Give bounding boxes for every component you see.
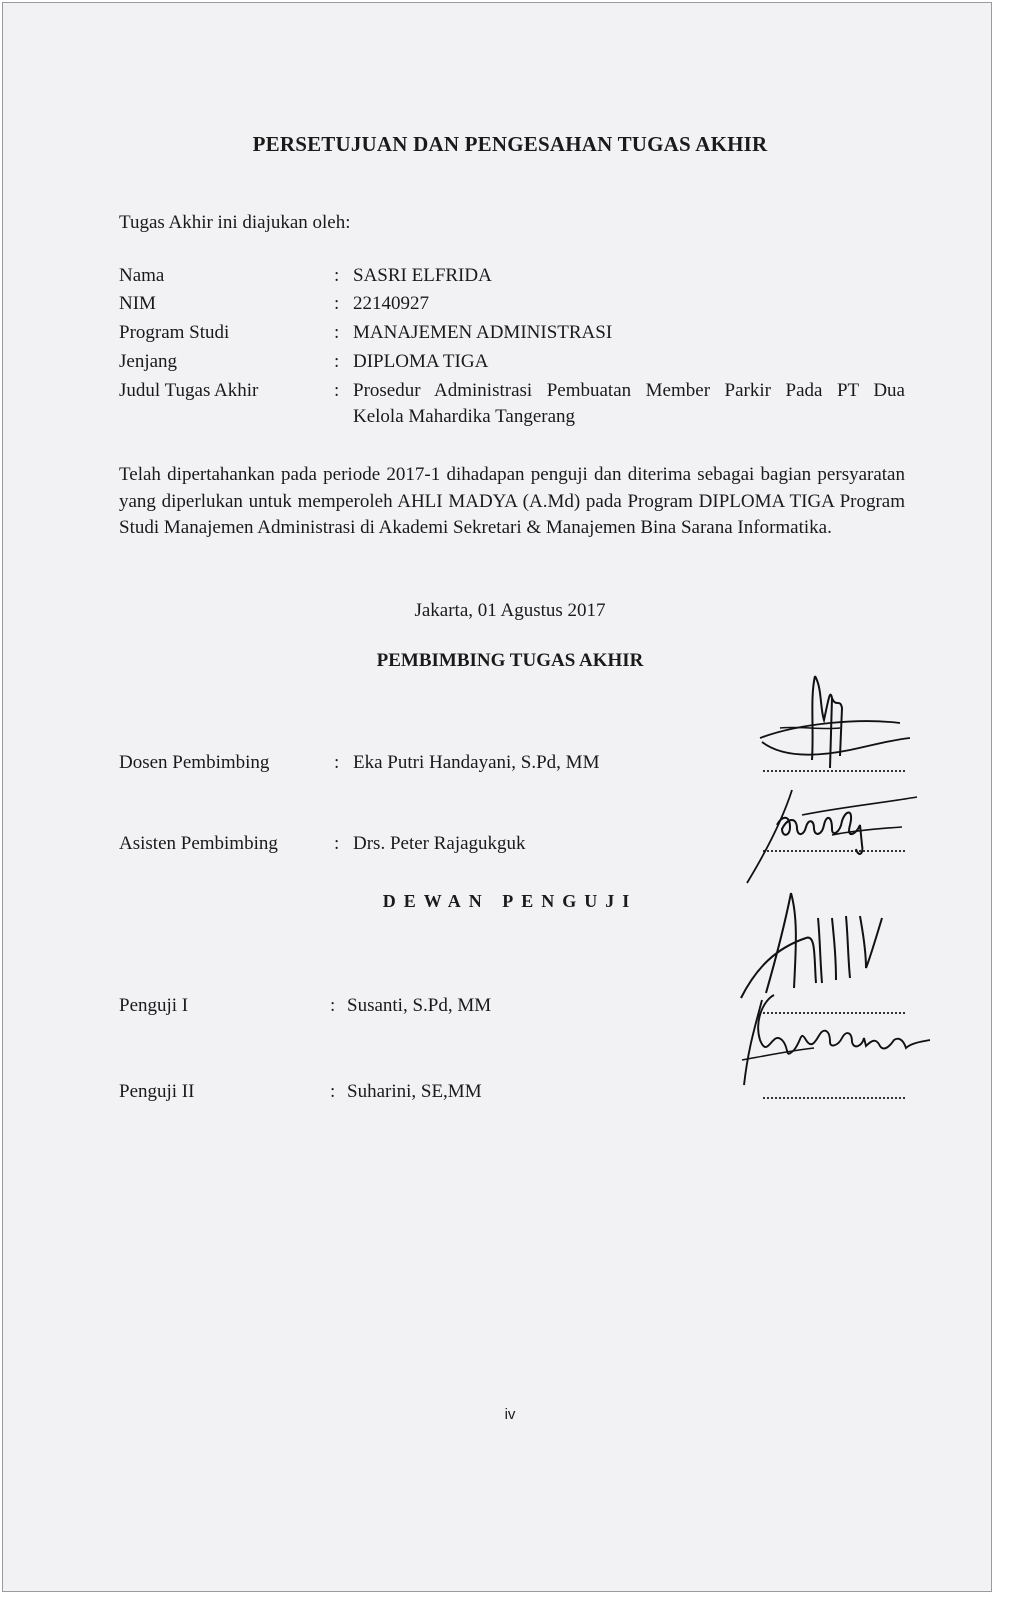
field-label-judul: Judul Tugas Akhir [119, 380, 259, 401]
field-colon: : [334, 380, 340, 401]
approval-paragraph: Telah dipertahankan pada periode 2017-1 dihadapan penguji dan diterima sebagai bagian persyaratan yang diperlukan untuk memperoleh AHLI MADYA (A.Md) pada Program DIPLOMA TIGA Program Studi Manajemen Administrasi di Akademi Sekretari & Manajemen Bina Sarana Informatika. [119, 464, 905, 538]
field-label-nama: Nama [119, 265, 165, 286]
place-date: Jakarta, 01 Agustus 2017 [414, 600, 606, 621]
signature-line [763, 1097, 905, 1099]
field-colon: : [334, 351, 340, 372]
examiner-label-2: Penguji II [119, 1081, 195, 1102]
field-value-judul-line2: Kelola Mahardika Tangerang [353, 406, 576, 427]
supervisor-name-asisten: Drs. Peter Rajagukguk [353, 833, 526, 854]
field-value-nim: 22140927 [353, 293, 429, 314]
document-title: PERSETUJUAN DAN PENGESAHAN TUGAS AKHIR [252, 132, 768, 156]
field-value-jenjang: DIPLOMA TIGA [353, 351, 489, 372]
field-colon: : [334, 265, 340, 286]
signature-asisten-pembimbing [742, 785, 932, 895]
field-colon: : [330, 1081, 336, 1102]
field-value-nama: SASRI ELFRIDA [353, 265, 492, 286]
field-colon: : [334, 752, 340, 773]
field-value-judul-line1: Prosedur Administrasi Pembuatan Member Parkir Pada PT Dua [353, 380, 905, 401]
page-number: iv [504, 1406, 516, 1423]
field-colon: : [334, 833, 340, 854]
supervisor-label-dosen: Dosen Pembimbing [119, 752, 270, 773]
signature-penguji-2 [734, 990, 944, 1090]
intro-text: Tugas Akhir ini diajukan oleh: [119, 212, 351, 233]
supervisor-name-dosen: Eka Putri Handayani, S.Pd, MM [353, 752, 600, 773]
supervisor-label-asisten: Asisten Pembimbing [119, 833, 278, 854]
field-colon: : [330, 995, 336, 1016]
examiner-name-1: Susanti, S.Pd, MM [347, 995, 492, 1016]
examiner-heading: DEWAN PENGUJI [382, 891, 638, 911]
field-value-program-studi: MANAJEMEN ADMINISTRASI [353, 322, 613, 343]
examiner-name-2: Suharini, SE,MM [347, 1081, 482, 1102]
field-colon: : [334, 293, 340, 314]
examiner-label-1: Penguji I [119, 995, 189, 1016]
field-label-program-studi: Program Studi [119, 322, 230, 343]
field-label-nim: NIM [119, 293, 156, 314]
field-colon: : [334, 322, 340, 343]
supervisor-heading: PEMBIMBING TUGAS AKHIR [376, 650, 644, 671]
field-label-jenjang: Jenjang [119, 351, 178, 372]
signature-dosen-pembimbing [740, 668, 920, 788]
